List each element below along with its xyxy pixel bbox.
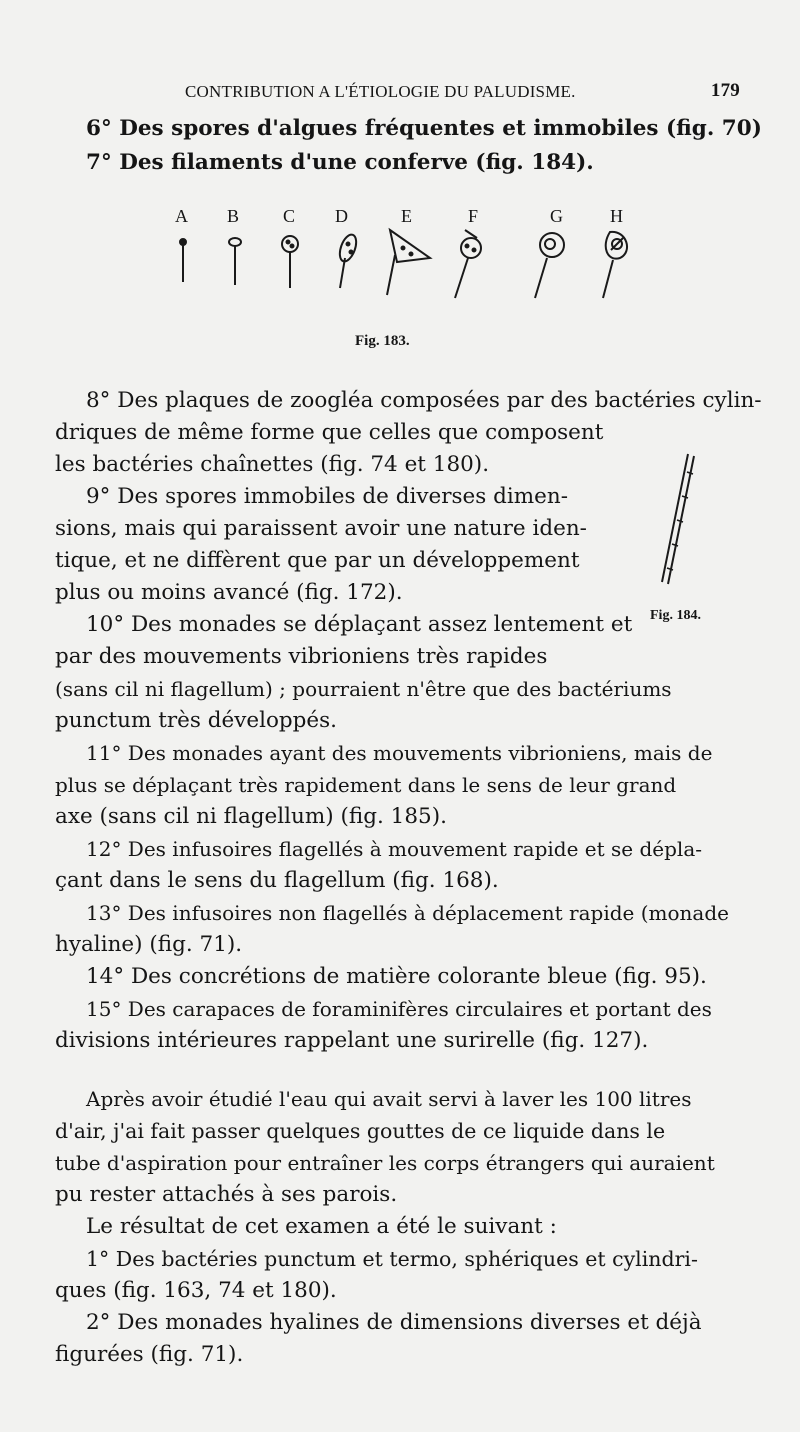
text-line: par des mouvements vibrioniens très rapides (55, 644, 548, 669)
organism-c (282, 236, 298, 288)
fig-label-c: C (283, 206, 296, 226)
text-line: 9° Des spores immobiles de diverses dimen- (86, 484, 568, 509)
text-line: sions, mais qui paraissent avoir une nature iden- (55, 516, 587, 541)
text-line: çant dans le sens du flagellum (fig. 168). (55, 868, 499, 893)
text-line: 1° Des bactéries punctum et termo, sphériques et cylindri- (86, 1247, 698, 1271)
text-line: 11° Des monades ayant des mouvements vibrioniens, mais de (86, 741, 713, 765)
fig-label-d: D (335, 206, 348, 226)
figure-184-drawing (650, 450, 700, 590)
text-line: ques (fig. 163, 74 et 180). (55, 1278, 337, 1303)
figure-183 (165, 200, 645, 310)
text-line: 14° Des concrétions de matière colorante bleue (fig. 95). (86, 964, 707, 989)
figure-184-caption: Fig. 184. (650, 608, 701, 623)
text-line: figurées (fig. 71). (55, 1342, 244, 1367)
text-line: pu rester attachés à ses parois. (55, 1182, 398, 1207)
organism-h (603, 232, 627, 298)
text-line: axe (sans cil ni flagellum) (fig. 185). (55, 804, 447, 829)
text-line: Après avoir étudié l'eau qui avait servi à laver les 100 litres (86, 1087, 692, 1111)
organism-d (337, 232, 360, 288)
item-7: 7° Des filaments d'une conferve (fig. 184). (86, 150, 594, 175)
figure-183-labels (175, 206, 623, 226)
organism-f (455, 230, 481, 298)
running-header (150, 80, 740, 106)
text-line: plus se déplaçant très rapidement dans le sens de leur grand (55, 773, 677, 797)
fig-label-b: B (227, 206, 240, 226)
text-line: tique, et ne diffèrent que par un développement (55, 548, 580, 573)
text-line: les bactéries chaînettes (fig. 74 et 180). (55, 452, 490, 477)
running-title: CONTRIBUTION A L'ÉTIOLOGIE DU PALUDISME. (185, 82, 576, 101)
fig-label-e: E (401, 206, 412, 226)
text-line: (sans cil ni flagellum) ; pourraient n'être que des bactériums (55, 677, 672, 701)
text-line: tube d'aspiration pour entraîner les corps étrangers qui auraient (55, 1151, 715, 1175)
text-line: 12° Des infusoires flagellés à mouvement rapide et se dépla- (86, 837, 702, 861)
page-number: 179 (710, 80, 740, 101)
fig-label-f: F (468, 206, 479, 226)
text-line: hyaline) (fig. 71). (55, 932, 243, 957)
text-line: d'air, j'ai fait passer quelques gouttes de ce liquide dans le (55, 1119, 666, 1143)
figure-183-caption: Fig. 183. (355, 333, 410, 349)
text-line: 2° Des monades hyalines de dimensions diverses et déjà (86, 1310, 702, 1335)
text-line: punctum très développés. (55, 708, 338, 733)
organism-a (180, 239, 186, 282)
item-6: 6° Des spores d'algues fréquentes et immobiles (fig. 70) (86, 116, 762, 141)
text-line: plus ou moins avancé (fig. 172). (55, 580, 403, 605)
fig-label-h: H (610, 206, 623, 226)
organism-b (229, 238, 241, 285)
text-line: divisions intérieures rappelant une surirelle (fig. 127). (55, 1028, 649, 1053)
organism-g (535, 233, 564, 298)
fig-label-g: G (550, 206, 563, 226)
figure-183-drawing (165, 200, 645, 310)
text-line: 15° Des carapaces de foraminifères circulaires et portant des (86, 997, 712, 1021)
text-line: 8° Des plaques de zoogléa composées par des bactéries cylin- (86, 388, 762, 413)
fig-label-a: A (175, 206, 188, 226)
text-line: 10° Des monades se déplaçant assez lentement et (86, 612, 633, 637)
figure-184 (650, 450, 700, 590)
text-line: driques de même forme que celles que composent (55, 420, 604, 445)
organism-e (387, 230, 430, 295)
text-line: 13° Des infusoires non flagellés à déplacement rapide (monade (86, 901, 729, 925)
text-line: Le résultat de cet examen a été le suivant : (86, 1214, 557, 1239)
